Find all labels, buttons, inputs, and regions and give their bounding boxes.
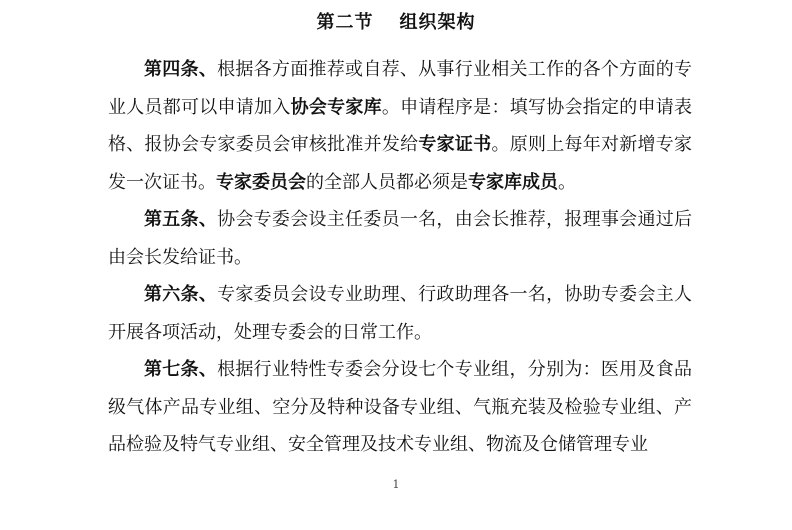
article-5	[108, 201, 692, 276]
article-label: 第五条、	[144, 209, 218, 230]
article-text: 的全部人员都必须是	[306, 171, 468, 193]
article-text: 根据行业特性专委会分设七个专业组，分别为：医用及食品级气体产品专业组、空分及特种设备专业组、气瓶充装及检验专业组、产品检验及特气专业组、安全管理及技术专业组、物流及仓储管理专业	[108, 359, 693, 455]
article-7	[108, 351, 692, 464]
article-text: 。申请程序是：填写协会指定的申请表格、报协会专家委员会审核批准并发给	[108, 96, 693, 155]
emphasized-term: 协会专家库	[290, 96, 382, 118]
articles-body	[108, 51, 692, 464]
article-text: 根据各方面推荐或自荐、从事行业相关工作的各个方面的专业人员都可以申请加入	[108, 59, 693, 118]
article-text: 。	[558, 171, 576, 193]
page-number: 1	[392, 478, 400, 491]
article-text: 专家委员会设专业助理、行政助理各一名，协助专委会主人开展各项活动，处理专委会的日常工作。	[108, 284, 693, 343]
section-title-text: 组织架构	[399, 12, 476, 33]
article-text: 协会专委会设主任委员一名，由会长推荐，报理事会通过后由会长发给证书。	[108, 209, 693, 268]
article-6	[108, 276, 692, 351]
article-text: 。原则上每年对新增专家发一次证书。	[108, 134, 693, 193]
emphasized-term: 专家证书	[418, 134, 492, 155]
emphasized-term: 专家库成员	[468, 171, 558, 193]
article-label: 第四条、	[144, 59, 218, 80]
section-heading	[0, 8, 792, 38]
emphasized-term: 专家委员会	[216, 171, 306, 193]
article-label: 第六条、	[144, 284, 218, 305]
article-label: 第七条、	[144, 359, 218, 380]
section-number: 第二节	[316, 12, 374, 33]
article-4	[108, 51, 692, 201]
